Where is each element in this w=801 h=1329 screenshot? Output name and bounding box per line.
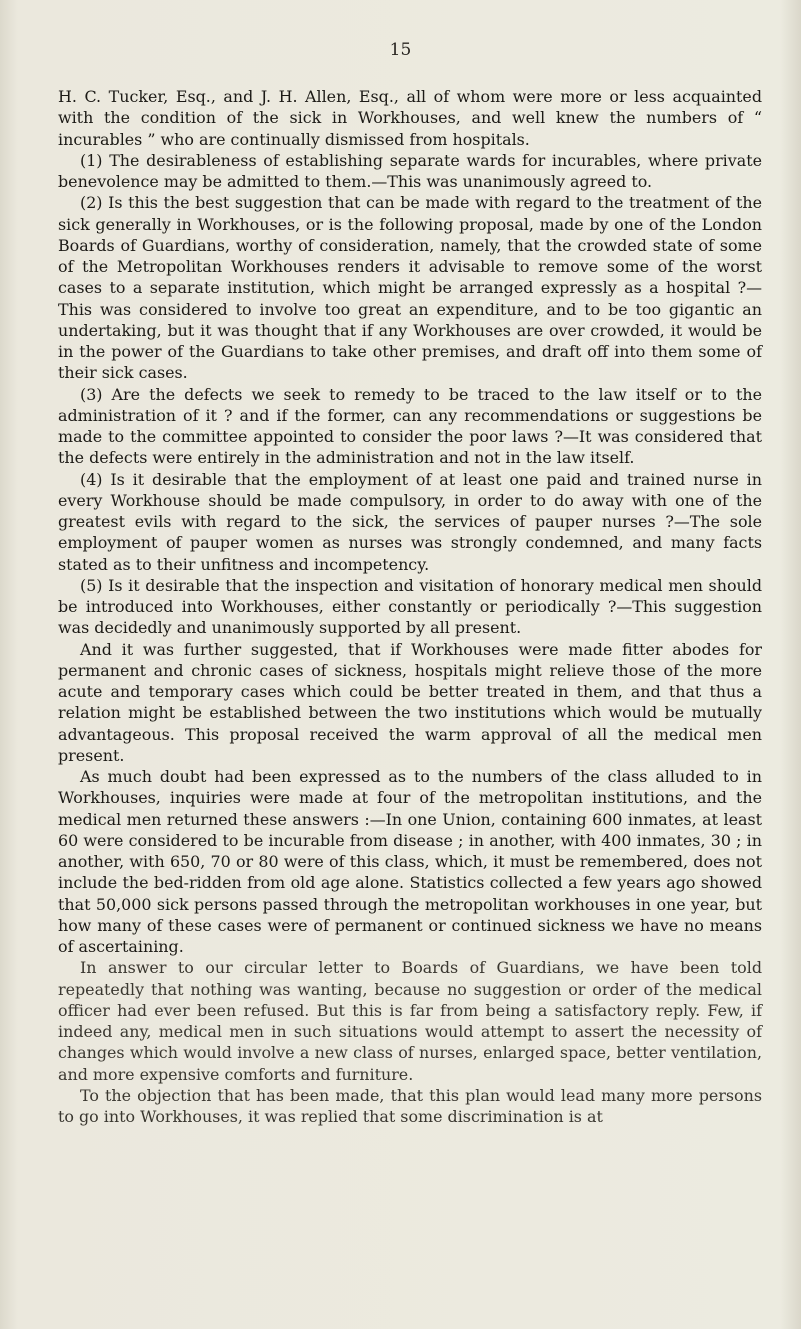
- paragraph-question-1: (1) The desirableness of establishing separate wards for incurables, where private benevolence may be admitted to them.—This was unanimously agreed to.: [58, 150, 762, 191]
- body-text: [58, 86, 762, 1127]
- paragraph-question-2: (2) Is this the best suggestion that can be made with regard to the treatment of the sick generally in Workhouses, or is the following proposal, made by one of the London Boards of Guardians, worthy of consideration, namely, that the crowded state of some of the Metropolitan Workhouses renders it advisable to remove some of the worst cases to a separate institution, which might be arranged expressly as a hospital ?—This was considered to involve too great an expenditure, and to be too gigantic an undertaking, but it was thought that if any Workhouses are over crowded, it would be in the power of the Guardians to take other premises, and draft off into them some of their sick cases.: [58, 193, 762, 383]
- page-number: 15: [389, 40, 412, 60]
- paragraph-statistics: As much doubt had been expressed as to the numbers of the class alluded to in Workhouses, inquiries were made at four of the metropolitan institutions, and the medical men returned these answers :—In one Union, containing 600 inmates, at least 60 were considered to be incurable from disease ; in another, with 400 inmates, 30 ; in another, with 650, 70 or 80 were of this class, which, it must be remembered, does not include the bed-ridden from old age alone. Statistics collected a few years ago showed that 50,000 sick persons passed through the metropolitan workhouses in one year, but how many of these cases were of permanent or continued sickness we have no means of ascertaining.: [58, 767, 762, 956]
- paragraph-further-suggestion: And it was further suggested, that if Workhouses were made fitter abodes for permanent and chronic cases of sickness, hospitals might relieve those of the more acute and temporary cases which could be better treated in them, and that thus a relation might be established between the two institutions which would be mutually advantageous. This proposal received the warm approval of all the medical men present.: [58, 639, 762, 765]
- paragraph-question-4: (4) Is it desirable that the employment of at least one paid and trained nurse in every Workhouse should be made compulsory, in order to do away with one of the greatest evils with regard to the sick, the services of pauper nurses ?—The sole employment of pauper women as nurses was strongly condemned, and many facts stated as to their unfitness and incompetency.: [58, 469, 762, 574]
- paragraph-intro: H. C. Tucker, Esq., and J. H. Allen, Esq., all of whom were more or less acquainted with the condition of the sick in Workhouses, and well knew the numbers of “ incurables ” who are continually dismissed from hospitals.: [58, 87, 762, 149]
- paragraph-circular-letter: In answer to our circular letter to Boards of Guardians, we have been told repeatedly that nothing was wanting, because no suggestion or order of the medical officer had ever been refused. But this is far from being a satisfactory reply. Few, if indeed any, medical men in such situations would attempt to assert the necessity of changes which would involve a new class of nurses, enlarged space, better ventilation, and more expensive comforts and furniture.: [58, 958, 762, 1084]
- paragraph-objection: To the objection that has been made, that this plan would lead many more persons to go into Workhouses, it was replied that some discrimination is at: [58, 1085, 762, 1126]
- paragraph-question-5: (5) Is it desirable that the inspection and visitation of honorary medical men should be introduced into Workhouses, either constantly or periodically ?—This suggestion was decidedly and unanimously supported by all present.: [58, 575, 762, 638]
- paragraph-question-3: (3) Are the defects we seek to remedy to be traced to the law itself or to the administration of it ? and if the former, can any recommendations or suggestions be made to the committee appointed to consider the poor laws ?—It was considered that the defects were entirely in the administration and not in the law itself.: [58, 384, 762, 468]
